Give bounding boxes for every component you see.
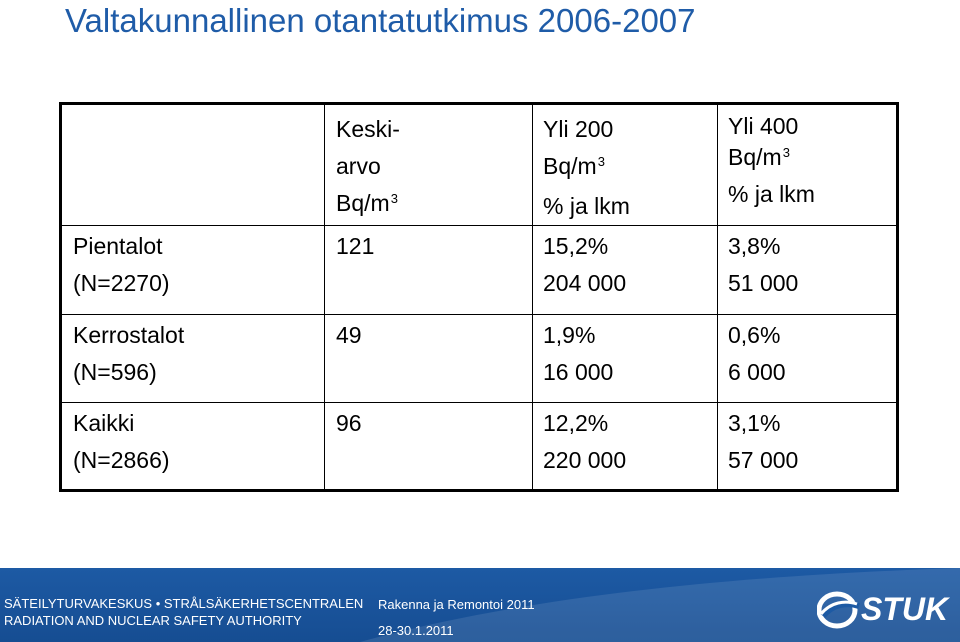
stuk-logo bbox=[817, 590, 949, 630]
table-row bbox=[61, 226, 898, 315]
header-over-200: Yli 200 $Bq/m^3$ % ja lkm bbox=[533, 104, 718, 226]
footer-date: 28-30.1.2011 bbox=[378, 623, 454, 638]
header-corner-cell bbox=[61, 104, 325, 226]
results-table bbox=[59, 102, 899, 492]
footer-event: Rakenna ja Remontoi 2011 bbox=[378, 597, 535, 612]
row-mean: 96 bbox=[325, 403, 533, 491]
header-mean: Keski- arvo $Bq/m^3$ bbox=[325, 104, 533, 226]
row-mean: 121 bbox=[325, 226, 533, 315]
row-label: Kerrostalot (N=596) bbox=[61, 315, 325, 403]
table-row bbox=[61, 403, 898, 491]
row-over-200: 12,2% 220 000 bbox=[533, 403, 718, 491]
row-over-200: 15,2% 204 000 bbox=[533, 226, 718, 315]
footer-org-line1: SÄTEILYTURVAKESKUS • STRÅLSÄKERHETSCENTRALEN bbox=[4, 596, 364, 611]
row-over-200: 1,9% 16 000 bbox=[533, 315, 718, 403]
row-label: Pientalot (N=2270) bbox=[61, 226, 325, 315]
footer-org-line2: RADIATION AND NUCLEAR SAFETY AUTHORITY bbox=[4, 613, 302, 628]
table-row bbox=[61, 315, 898, 403]
slide-title: Valtakunnallinen otantatutkimus 2006-2007 bbox=[65, 2, 696, 39]
row-over-400: 3,8% 51 000 bbox=[718, 226, 898, 315]
stuk-swirl-icon bbox=[817, 590, 861, 630]
stuk-logo-text: STUK bbox=[861, 591, 949, 627]
row-over-400: 0,6% 6 000 bbox=[718, 315, 898, 403]
header-over-400: Yli 400 $Bq/m^3$ % ja lkm bbox=[718, 104, 898, 226]
row-mean: 49 bbox=[325, 315, 533, 403]
table-header-row bbox=[61, 104, 898, 226]
row-label: Kaikki (N=2866) bbox=[61, 403, 325, 491]
row-over-400: 3,1% 57 000 bbox=[718, 403, 898, 491]
